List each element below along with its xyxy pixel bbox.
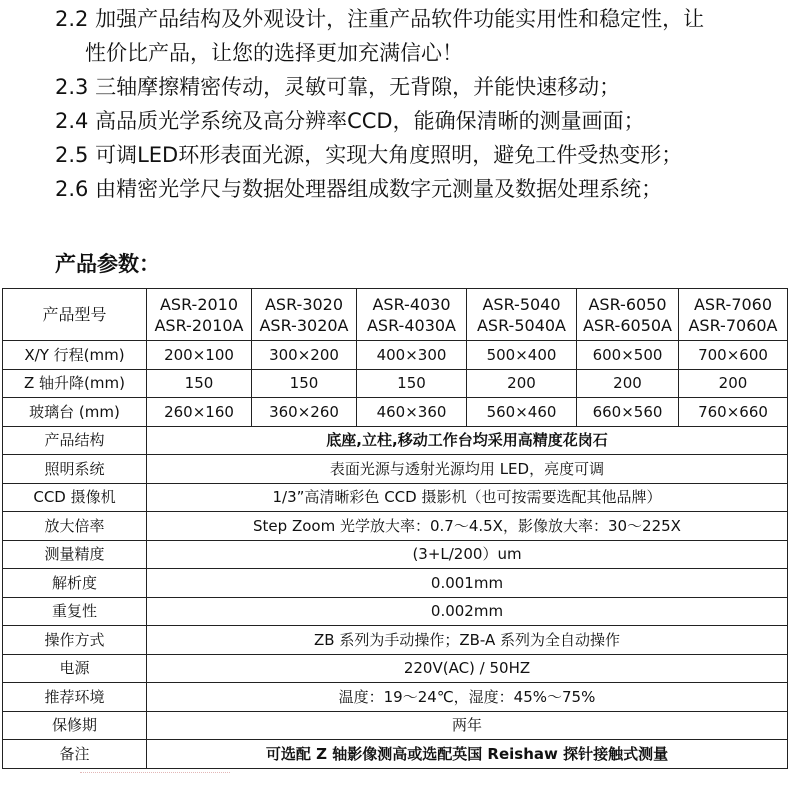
row-label: X/Y 行程(mm) bbox=[2, 341, 147, 370]
table-cell: 150 bbox=[357, 370, 467, 399]
table-cell: 可选配 Z 轴影像测高或选配英国 Reishaw 探针接触式测量 bbox=[147, 740, 788, 769]
table-row bbox=[2, 484, 788, 513]
feature-item-2-2 bbox=[55, 2, 790, 70]
row-label: 玻璃台 (mm) bbox=[2, 398, 147, 427]
row-label: 重复性 bbox=[2, 598, 147, 627]
table-row bbox=[2, 626, 788, 655]
table-cell: 0.002mm bbox=[147, 598, 788, 627]
table-cell: 660×560 bbox=[577, 398, 679, 427]
table-row bbox=[2, 341, 788, 370]
table-cell: 600×500 bbox=[577, 341, 679, 370]
model-cell: ASR-4030 ASR-4030A bbox=[357, 288, 467, 341]
table-cell: 220V(AC) / 50HZ bbox=[147, 655, 788, 684]
feature-list bbox=[55, 2, 790, 206]
table-row bbox=[2, 655, 788, 684]
model-cell: ASR-3020 ASR-3020A bbox=[252, 288, 357, 341]
table-cell: 200×100 bbox=[147, 341, 252, 370]
table-cell: 150 bbox=[252, 370, 357, 399]
table-cell: 260×160 bbox=[147, 398, 252, 427]
table-cell: 400×300 bbox=[357, 341, 467, 370]
table-cell: 1/3”高清晰彩色 CCD 摄影机（也可按需要选配其他品牌） bbox=[147, 484, 788, 513]
feature-line: 2.3 三轴摩擦精密传动，灵敏可靠，无背隙，并能快速移动； bbox=[55, 75, 621, 99]
table-cell: 300×200 bbox=[252, 341, 357, 370]
feature-item-2-4 bbox=[55, 104, 790, 138]
table-cell: 表面光源与透射光源均用 LED，亮度可调 bbox=[147, 455, 788, 484]
model-cell: ASR-6050 ASR-6050A bbox=[577, 288, 679, 341]
table-row bbox=[2, 398, 788, 427]
feature-item-2-5 bbox=[55, 138, 790, 172]
table-row bbox=[2, 370, 788, 399]
header-label: 产品型号 bbox=[2, 288, 147, 341]
row-label: 照明系统 bbox=[2, 455, 147, 484]
table-cell: 150 bbox=[147, 370, 252, 399]
table-row bbox=[2, 541, 788, 570]
table-cell: 700×600 bbox=[679, 341, 788, 370]
row-label: 保修期 bbox=[2, 712, 147, 741]
table-cell: 0.001mm bbox=[147, 569, 788, 598]
table-cell: 底座,立柱,移动工作台均采用高精度花岗石 bbox=[147, 427, 788, 456]
table-cell: 560×460 bbox=[467, 398, 577, 427]
row-label: 电源 bbox=[2, 655, 147, 684]
table-cell: 460×360 bbox=[357, 398, 467, 427]
table-cell: 200 bbox=[577, 370, 679, 399]
table-cell: 200 bbox=[679, 370, 788, 399]
table-row bbox=[2, 455, 788, 484]
table-row bbox=[2, 740, 788, 769]
feature-line-continued: 性价比产品，让您的选择更加充满信心！ bbox=[85, 41, 463, 65]
table-cell: (3+L/200）um bbox=[147, 541, 788, 570]
table-row bbox=[2, 512, 788, 541]
table-cell: 200 bbox=[467, 370, 577, 399]
row-label: 产品结构 bbox=[2, 427, 147, 456]
table-row bbox=[2, 598, 788, 627]
row-label: 备注 bbox=[2, 740, 147, 769]
row-label: CCD 摄像机 bbox=[2, 484, 147, 513]
feature-line: 2.6 由精密光学尺与数据处理器组成数字元测量及数据处理系统； bbox=[55, 177, 663, 201]
table-cell: 360×260 bbox=[252, 398, 357, 427]
table-cell: 温度：19～24℃，湿度：45%～75% bbox=[147, 683, 788, 712]
spec-table bbox=[2, 288, 788, 769]
row-label: 测量精度 bbox=[2, 541, 147, 570]
table-row bbox=[2, 683, 788, 712]
row-label: 操作方式 bbox=[2, 626, 147, 655]
row-label: 推荐环境 bbox=[2, 683, 147, 712]
table-cell: 两年 bbox=[147, 712, 788, 741]
model-cell: ASR-5040 ASR-5040A bbox=[467, 288, 577, 341]
table-row bbox=[2, 427, 788, 456]
feature-line: 2.4 高品质光学系统及高分辨率CCD，能确保清晰的测量画面； bbox=[55, 109, 645, 133]
table-row bbox=[2, 569, 788, 598]
table-cell: ZB 系列为手动操作；ZB-A 系列为全自动操作 bbox=[147, 626, 788, 655]
row-label: 放大倍率 bbox=[2, 512, 147, 541]
row-label: Z 轴升降(mm) bbox=[2, 370, 147, 399]
feature-item-2-6 bbox=[55, 172, 790, 206]
table-cell: Step Zoom 光学放大率：0.7～4.5X，影像放大率：30～225X bbox=[147, 512, 788, 541]
section-title: 产品参数： bbox=[55, 252, 160, 276]
feature-line: 2.2 加强产品结构及外观设计，注重产品软件功能实用性和稳定性，让 bbox=[55, 7, 705, 31]
row-label: 解析度 bbox=[2, 569, 147, 598]
model-cell: ASR-2010 ASR-2010A bbox=[147, 288, 252, 341]
feature-line: 2.5 可调LED环形表面光源，实现大角度照明，避免工件受热变形； bbox=[55, 143, 683, 167]
feature-item-2-3 bbox=[55, 70, 790, 104]
table-row bbox=[2, 712, 788, 741]
faint-divider bbox=[80, 772, 230, 774]
table-cell: 760×660 bbox=[679, 398, 788, 427]
table-header-row bbox=[2, 288, 788, 341]
table-cell: 500×400 bbox=[467, 341, 577, 370]
model-cell: ASR-7060 ASR-7060A bbox=[679, 288, 788, 341]
